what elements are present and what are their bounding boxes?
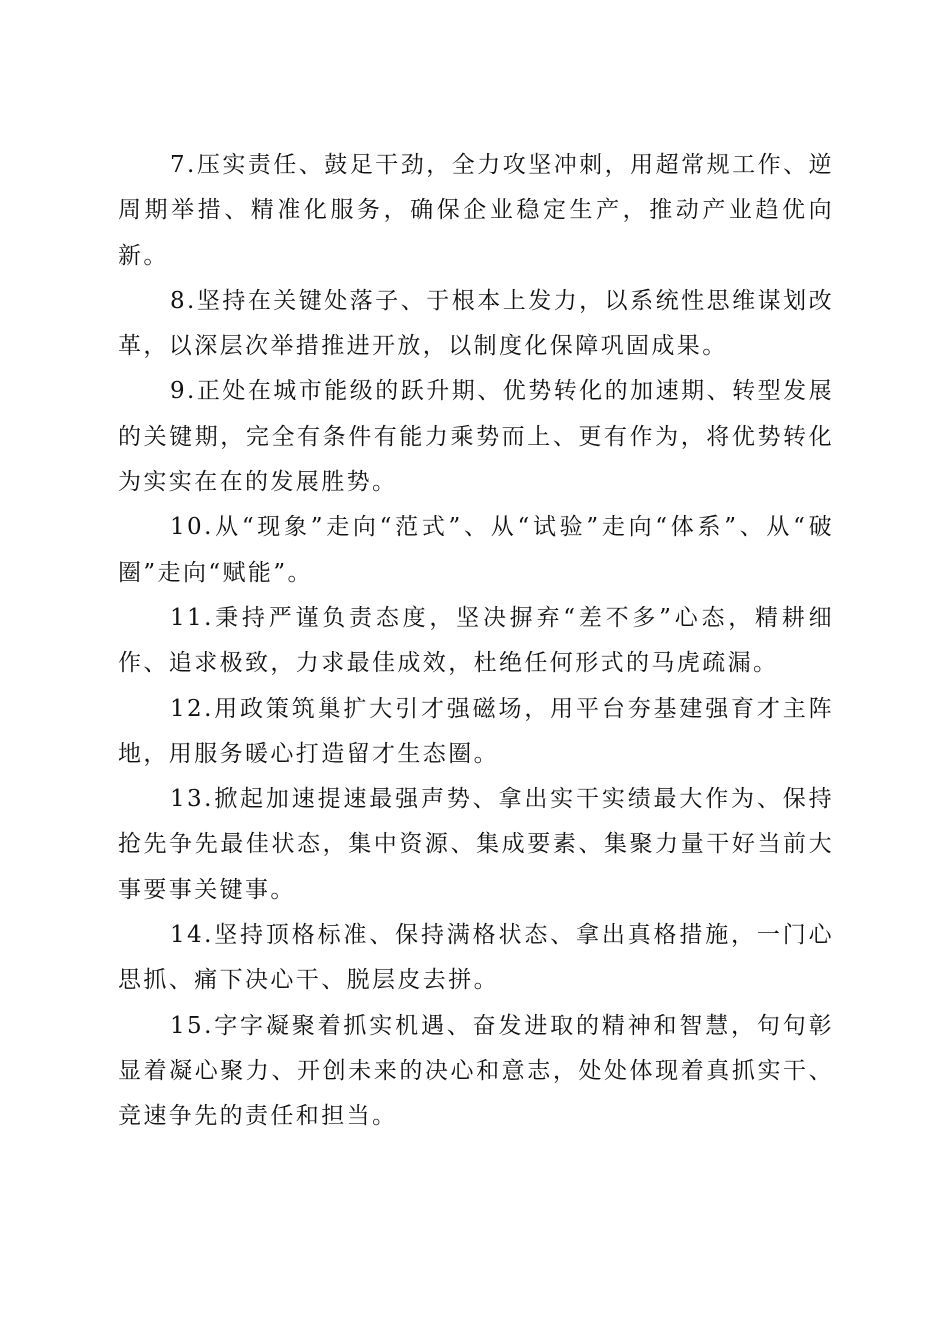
paragraph-11: 11.秉持严谨负责态度，坚决摒弃“差不多”心态，精耕细作、追求极致，力求最佳成效，杜绝任何形式的马虎疏漏。 (118, 604, 834, 677)
paragraph-13: 13.掀起加速提速最强声势、拿出实干实绩最大作为、保持抢先争先最佳状态，集中资源、集成要素、集聚力量干好当前大事要事关键事。 (118, 786, 834, 903)
document-body (118, 143, 834, 1140)
paragraph-9: 9.正处在城市能级的跃升期、优势转化的加速期、转型发展的关键期，完全有条件有能力乘势而上、更有作为，将优势转化为实实在在的发展胜势。 (118, 378, 834, 496)
paragraph-10: 10.从“现象”走向“范式”、从“试验”走向“体系”、从“破圈”走向“赋能”。 (118, 514, 834, 586)
paragraph-14: 14.坚持顶格标准、保持满格状态、拿出真格措施，一门心思抓、痛下决心干、脱层皮去拼。 (118, 922, 834, 994)
paragraph-7: 7.压实责任、鼓足干劲，全力攻坚冲刺，用超常规工作、逆周期举措、精准化服务，确保企业稳定生产，推动产业趋优向新。 (118, 152, 834, 269)
paragraph-12: 12.用政策筑巢扩大引才强磁场，用平台夯基建强育才主阵地，用服务暖心打造留才生态圈。 (118, 695, 834, 767)
paragraph-15: 15.字字凝聚着抓实机遇、奋发进取的精神和智慧，句句彰显着凝心聚力、开创未来的决心和意志，处处体现着真抓实干、竞速争先的责任和担当。 (118, 1012, 834, 1130)
paragraph-8: 8.坚持在关键处落子、于根本上发力，以系统性思维谋划改革，以深层次举措推进开放，以制度化保障巩固成果。 (118, 287, 834, 360)
